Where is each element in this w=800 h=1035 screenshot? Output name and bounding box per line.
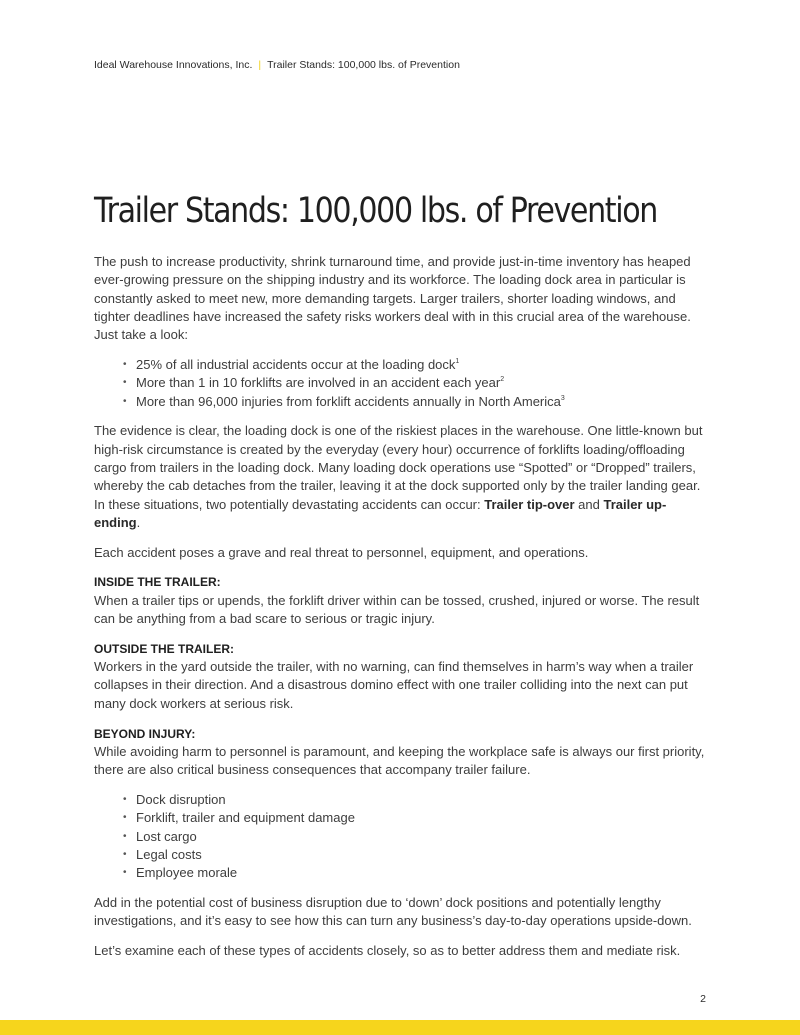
header-doc-title: Trailer Stands: 100,000 lbs. of Prevention xyxy=(267,59,460,71)
header-separator: | xyxy=(258,59,262,71)
inside-section xyxy=(94,573,706,628)
list-item: • Employee morale xyxy=(136,864,706,882)
bold-term-tip-over: Trailer tip-over xyxy=(484,496,575,512)
list-item xyxy=(136,356,706,374)
section-heading-inside: INSIDE THE TRAILER: xyxy=(94,575,221,590)
inside-text: When a trailer tips or upends, the forklift driver within can be tossed, crushed, injured or worse. The result can be anything from a bad scare to serious or tragic injury. xyxy=(94,592,700,627)
consequences-list xyxy=(94,791,706,882)
stat-text: 25% of all industrial accidents occur at the loading dock xyxy=(136,356,456,372)
threat-paragraph: Each accident poses a grave and real threat to personnel, equipment, and operations. xyxy=(94,544,589,560)
footnote-ref: 3 xyxy=(560,394,565,402)
disruption-paragraph: Add in the potential cost of business disruption due to ‘down’ dock positions and potentially lengthy investigations, and it’s easy to see how this can turn any business’s day-to-day operations upside-down. xyxy=(94,894,692,929)
running-header xyxy=(94,59,460,71)
list-item xyxy=(136,393,706,411)
outside-section xyxy=(94,640,706,713)
bold-term-up-ending: Trailer up-ending xyxy=(94,496,667,530)
section-heading-beyond: BEYOND INJURY: xyxy=(94,726,196,741)
section-heading-outside: OUTSIDE THE TRAILER: xyxy=(94,641,234,656)
list-item xyxy=(136,374,706,392)
beyond-section xyxy=(94,725,706,780)
list-item: • Forklift, trailer and equipment damage xyxy=(136,809,706,827)
outside-text: Workers in the yard outside the trailer, with no warning, can find themselves in harm’s way when a trailer collapses in their direction. And a disastrous domino effect with one trailer colliding into the next can put many dock workers at serious risk. xyxy=(94,659,694,711)
stat-text: More than 1 in 10 forklifts are involved in an accident each year xyxy=(136,375,501,391)
footnote-ref: 2 xyxy=(500,376,505,384)
beyond-text: While avoiding harm to personnel is paramount, and keeping the workplace safe is always our first priority, there are also critical business consequences that accompany trailer failure. xyxy=(94,743,705,778)
list-item: • Lost cargo xyxy=(136,828,706,846)
evidence-paragraph xyxy=(94,422,706,532)
stats-list xyxy=(94,356,706,411)
evidence-connector: and xyxy=(574,496,604,512)
list-item: • Legal costs xyxy=(136,846,706,864)
list-item: • Dock disruption xyxy=(136,791,706,809)
stat-text: More than 96,000 injuries from forklift accidents annually in North America xyxy=(136,393,561,409)
document-body xyxy=(94,253,706,972)
closing-paragraph: Let’s examine each of these types of accidents closely, so as to better address them and mediate risk. xyxy=(94,943,681,958)
evidence-end: . xyxy=(136,514,141,530)
evidence-text: The evidence is clear, the loading dock is one of the riskiest places in the warehouse. One little-known but high-risk circumstance is created by the everyday (every hour) occurrence of forklifts loading/offloading cargo from trailers in the loading dock. Many loading dock operations use “Spotted” or “Dropped” trailers, whereby the cab detaches from the trailer, leaving it at the dock supported only by the trailer landing gear. In these situations, two potentially devastating accidents can occur: xyxy=(94,423,703,512)
footer-accent-bar xyxy=(0,1020,800,1035)
page-number: 2 xyxy=(700,993,706,1005)
page-title: Trailer Stands: 100,000 lbs. of Prevention xyxy=(94,191,657,231)
footnote-ref: 1 xyxy=(455,357,460,365)
header-company: Ideal Warehouse Innovations, Inc. xyxy=(94,59,253,71)
intro-paragraph: The push to increase productivity, shrink turnaround time, and provide just-in-time inventory has heaped ever-growing pressure on the shipping industry and its workforce. The loading dock area in particular is constantly asked to meet new, more demanding targets. Larger trailers, shorter loading windows, and tighter deadlines have increased the safety risks workers deal with in this crucial area of the warehouse. Just take a look: xyxy=(94,254,691,343)
